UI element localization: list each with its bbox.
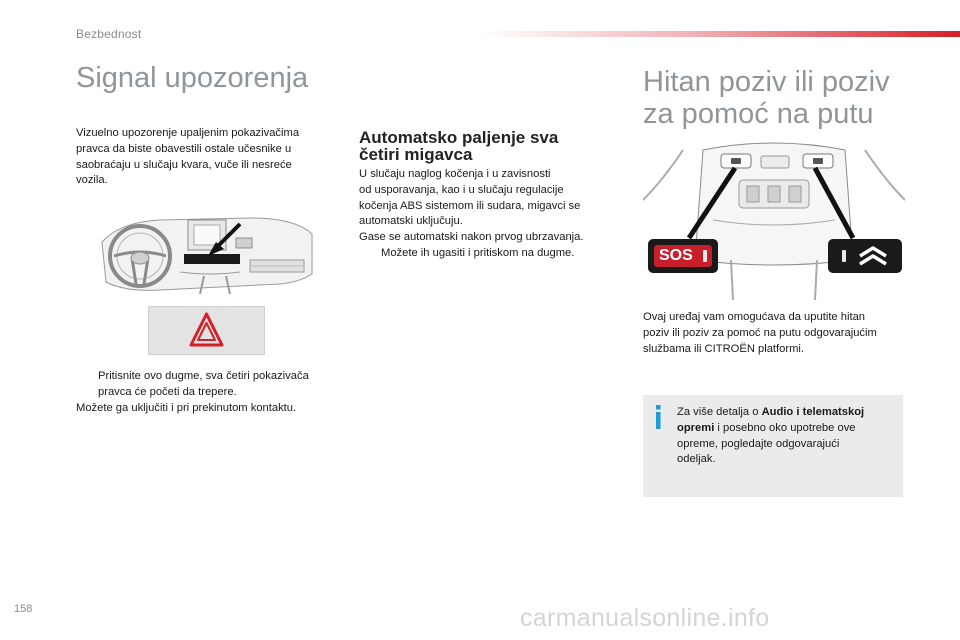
emergency-call-heading: Hitan poziv ili poziv za pomoć na putu	[643, 66, 890, 130]
sos-button-illustration	[648, 239, 718, 273]
sos-indicator-light	[703, 250, 707, 262]
ceiling-console-illustration	[643, 140, 905, 302]
signal-heading: Signal upozorenja	[76, 62, 309, 94]
header-accent-bar	[480, 31, 960, 37]
page-number: 158	[14, 603, 33, 615]
auto-hazard-body: U slučaju naglog kočenja i u zavisnosti od usporavanja, kao i u slučaju regulacije kočenja ABS sistemom ili sudara, migavci se automatski uključuju. Gase se automatski nakon prvog ubrzavanja. Možete ih ugasiti i pritiskom na dugme.	[359, 168, 584, 259]
hazard-button-panel	[148, 306, 265, 355]
dashboard-illustration	[100, 212, 315, 297]
assistance-button-illustration	[828, 239, 902, 273]
hazard-warning-icon	[149, 307, 264, 354]
citroen-chevron-icon	[856, 244, 890, 268]
auto-hazard-heading: Automatsko paljenje sva četiri migavca	[359, 128, 559, 164]
section-title: Bezbednost	[76, 27, 142, 41]
signal-intro: Vizuelno upozorenje upaljenim pokazivačima pravca da biste obavestili ostale učesnike u saobraćaju u slučaju kvara, vuče ili nesreće vozila.	[76, 127, 300, 187]
hazard-instruction: Pritisnite ovo dugme, sva četiri pokazivača pravca će početi da trepere. Možete ga uključiti i pri prekinutom kontaktu.	[76, 370, 309, 414]
info-text: Za više detalja o Audio i telematskoj opremi i posebno oko upotrebe ove opreme, pogledajte odgovarajući odeljak.	[677, 406, 865, 466]
emergency-call-description: Ovaj uređaj vam omogućava da uputite hitan poziv ili poziv za pomoć na putu odgovarajućim službama ili CITROËN platformi.	[643, 311, 877, 355]
watermark: carmanualsonline.info	[520, 604, 770, 632]
assistance-indicator-light	[842, 250, 846, 262]
info-icon	[653, 405, 663, 429]
sos-label: SOS	[659, 247, 693, 264]
